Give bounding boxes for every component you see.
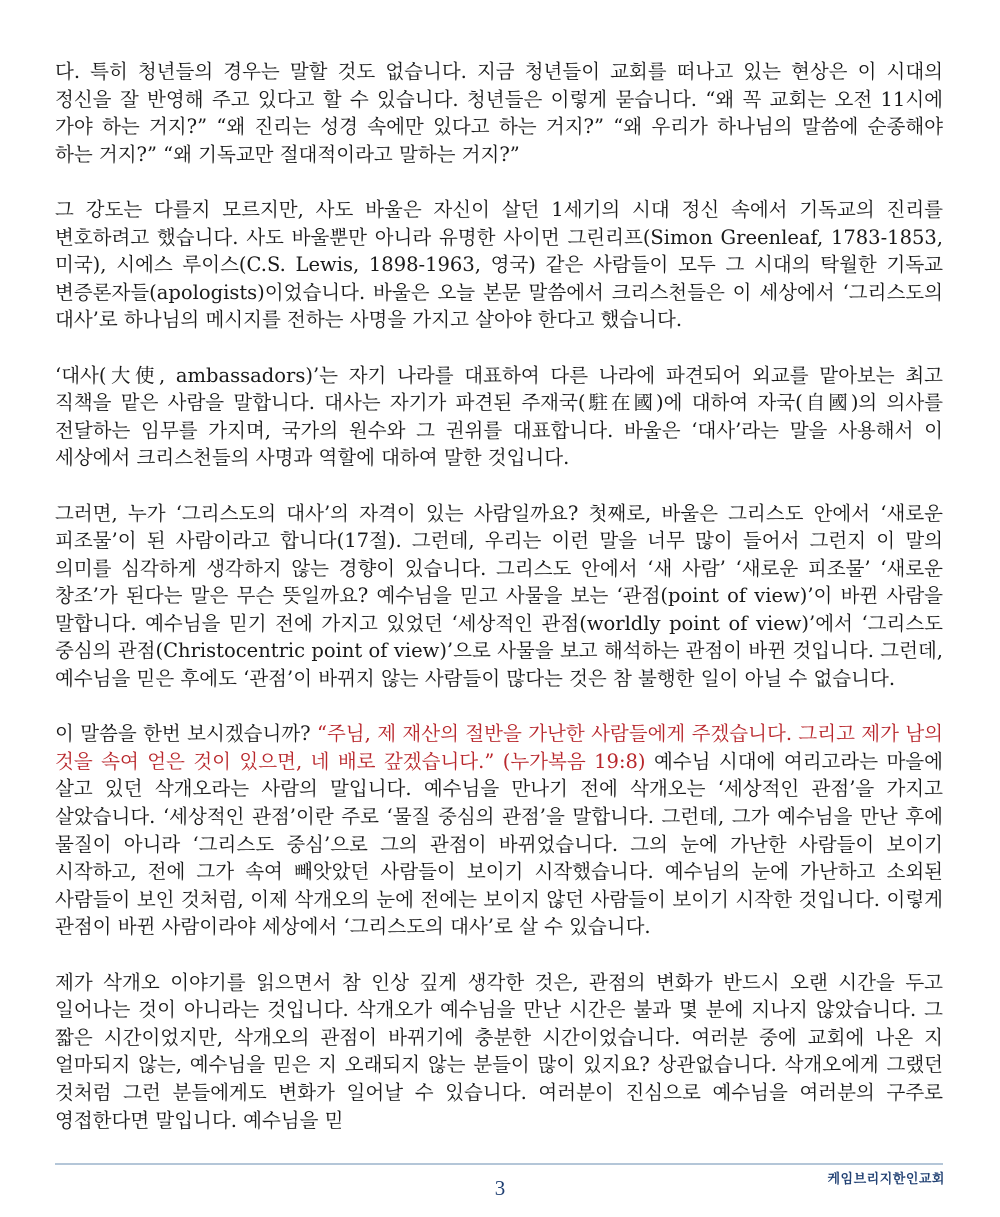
scripture-quote: “주님, 제 재산의 절반을 가난한 사람들에게 주겠습니다. 그리고 제가 남의 것을 속여 얻은 것이 있으면, 네 배로 갚겠습니다.” (누가복음 19:8) <box>55 722 943 773</box>
paragraph-3: ‘대사(大使, ambassadors)’는 자기 나라를 대표하여 다른 나라에 파견되어 외교를 맡아보는 최고 직책을 맡은 사람을 말합니다. 대사는 자기가 파견된 주재국(駐在國)에 대하여 자국(自國)의 의사를 전달하는 임무를 가지며, 국가의 원수와 그 권위를 대표합니다. 바울은 ‘대사’라는 말을 사용해서 이 세상에서 크리스천들의 사명과 역할에 대하여 말한 것입니다. <box>55 363 943 470</box>
church-name: 케임브리지한인교회 <box>827 1172 945 1187</box>
footer-divider <box>55 1163 943 1165</box>
paragraph-1: 다. 특히 청년들의 경우는 말할 것도 없습니다. 지금 청년들이 교회를 떠나고 있는 현상은 이 시대의 정신을 잘 반영해 주고 있다고 할 수 있습니다. 청년들은 이렇게 묻습니다. “왜 꼭 교회는 오전 11시에 가야 하는 거지?” “왜 진리는 성경 속에만 있다고 하는 거지?” “왜 우리가 하나님의 말씀에 순종해야 하는 거지?” “왜 기독교만 절대적이라고 말하는 거지?” <box>55 60 943 166</box>
paragraph-5-lead: 이 말씀을 한번 보시겠습니까? <box>55 722 317 746</box>
paragraph-5-rest: 예수님 시대에 여리고라는 마을에 살고 있던 삭개오라는 사람의 말입니다. 예수님을 만나기 전에 삭개오는 ‘세상적인 관점’을 가지고 살았습니다. ‘세상적인 관점’이란 주로 ‘물질 중심의 관점’을 말합니다. 그런데, 그가 예수님을 만난 후에 물질이 아니라 ‘그리스도 중심’으로 그의 관점이 바뀌었습니다. 그의 눈에 가난한 사람들이 보이기 시작하고, 전에 그가 속여 빼앗았던 사람들이 보이기 시작했습니다. 예수님의 눈에 가난하고 소외된 사람들이 보인 것처럼, 이제 삭개오의 눈에 전에는 보이지 않던 사람들이 보이기 시작한 것입니다. 이렇게 관점이 바뀐 사람이라야 세상에서 ‘그리스도의 대사’로 살 수 있습니다. <box>55 749 943 939</box>
page-body <box>55 58 943 1162</box>
page-number: 3 <box>494 1176 506 1200</box>
paragraph-6: 제가 삭개오 이야기를 읽으면서 참 인상 깊게 생각한 것은, 관점의 변화가 반드시 오랜 시간을 두고 일어나는 것이 아니라는 것입니다. 삭개오가 예수님을 만난 시간은 불과 몇 분에 지나지 않았습니다. 그 짧은 시간이었지만, 삭개오의 관점이 바뀌기에 충분한 시간이었습니다. 여러분 중에 교회에 나온 지 얼마되지 않는, 예수님을 믿은 지 오래되지 않는 분들이 많이 있지요? 상관없습니다. 삭개오에게 그랬던 것처럼 그런 분들에게도 변화가 일어날 수 있습니다. 여러분이 진심으로 예수님을 여러분의 구주로 영접한다면 말입니다. 예수님을 믿 <box>55 970 943 1132</box>
paragraph-5 <box>55 720 943 941</box>
paragraph-4: 그러면, 누가 ‘그리스도의 대사’의 자격이 있는 사람일까요? 첫째로, 바울은 그리스도 안에서 ‘새로운 피조물’이 된 사람이라고 합니다(17절). 그런데, 우리는 이런 말을 너무 많이 들어서 그런지 이 말의 의미를 심각하게 생각하지 않는 경향이 있습니다. 그리스도 안에서 ‘새 사람’ ‘새로운 피조물’ ‘새로운 창조’가 된다는 말은 무슨 뜻일까요? 예수님을 믿고 사물을 보는 ‘관점(point of view)’이 바뀐 사람을 말합니다. 예수님을 믿기 전에 가지고 있었던 ‘세상적인 관점(worldly point of view)’에서 ‘그리스도 중심의 관점(Christocentric point of view)’으로 사물을 보고 해석하는 관점이 바뀐 것입니다. 그런데, 예수님을 믿은 후에도 ‘관점’이 바뀌지 않는 사람들이 많다는 것은 참 불행한 일이 아닐 수 없습니다. <box>55 501 943 691</box>
paragraph-2: 그 강도는 다를지 모르지만, 사도 바울은 자신이 살던 1세기의 시대 정신 속에서 기독교의 진리를 변호하려고 했습니다. 사도 바울뿐만 아니라 유명한 사이먼 그린리프(Simon Greenleaf, 1783-1853, 미국), 시에스 루이스(C.S. Lewis, 1898-1963, 영국) 같은 사람들이 모두 그 시대의 탁월한 기독교 변증론자들(apologists)이었습니다. 바울은 오늘 본문 말씀에서 크리스천들은 이 세상에서 ‘그리스도의 대사’로 하나님의 메시지를 전하는 사명을 가지고 살아야 한다고 했습니다. <box>55 197 943 332</box>
